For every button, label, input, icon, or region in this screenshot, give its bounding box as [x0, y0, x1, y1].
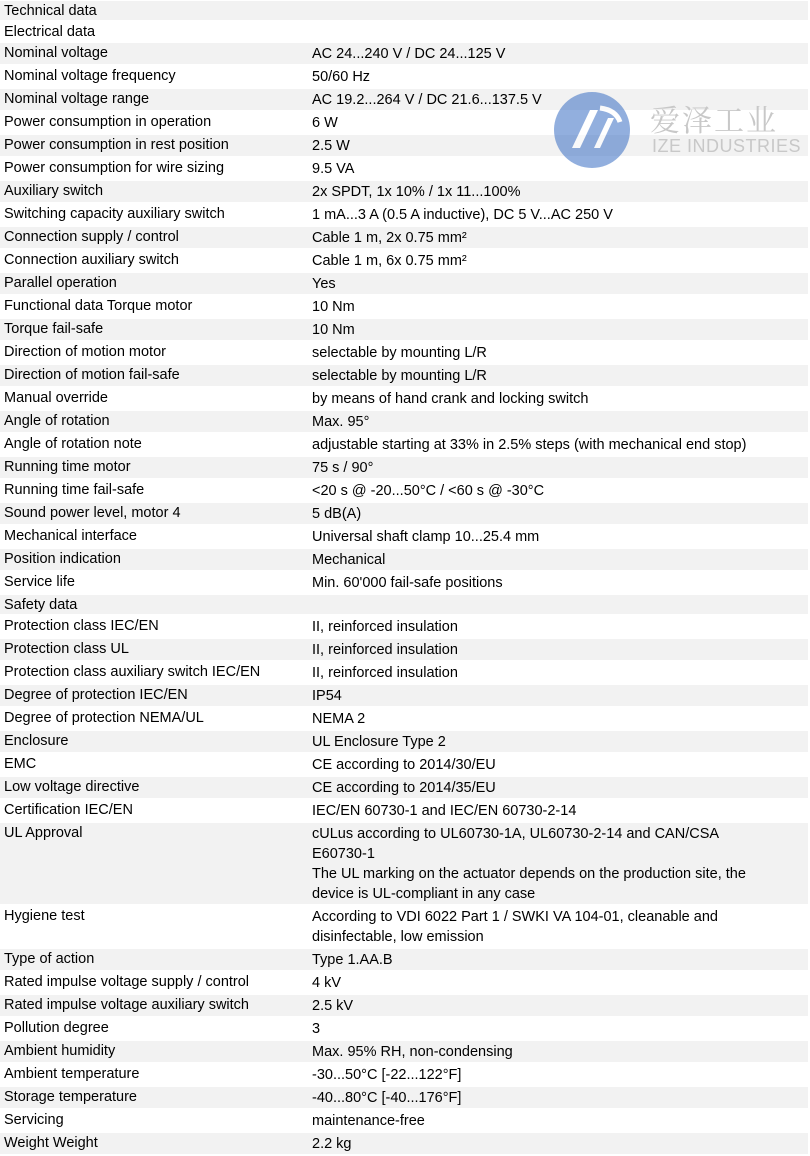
table-row: [0, 595, 808, 616]
row-value: [306, 135, 808, 156]
table-row: [0, 434, 808, 457]
row-value-line: 2x SPDT, 1x 10% / 1x 11...100%: [312, 184, 521, 200]
row-value: [306, 731, 808, 752]
row-value-line: 10 Nm: [312, 322, 355, 338]
row-value: [306, 572, 808, 593]
row-value: [306, 526, 808, 547]
table-row: [0, 296, 808, 319]
row-label: Safety data: [4, 597, 78, 613]
row-value-line: 3: [312, 1021, 321, 1037]
row-value: [306, 158, 808, 179]
row-label: Rated impulse voltage supply / control: [4, 974, 250, 990]
row-label: Direction of motion fail-safe: [4, 367, 180, 383]
row-value: [306, 972, 808, 993]
table-row: [0, 639, 808, 662]
row-value: [306, 273, 808, 294]
row-value-line: AC 19.2...264 V / DC 21.6...137.5 V: [312, 92, 542, 108]
table-row: [0, 342, 808, 365]
row-value: [306, 296, 808, 317]
table-row: [0, 66, 808, 89]
row-value-line: 6 W: [312, 115, 338, 131]
row-label: Direction of motion motor: [4, 344, 166, 360]
table-row: [0, 1, 808, 22]
row-label: Running time fail-safe: [4, 482, 145, 498]
row-label: Pollution degree: [4, 1020, 109, 1036]
row-label: Power consumption in rest position: [4, 137, 229, 153]
row-value-line: Yes: [312, 276, 336, 292]
row-value-line: Type 1.AA.B: [312, 952, 393, 968]
row-value: [306, 89, 808, 110]
row-label: Auxiliary switch: [4, 183, 104, 199]
row-value-line: <20 s @ -20...50°C / <60 s @ -30°C: [312, 483, 545, 499]
table-row: [0, 1041, 808, 1064]
row-label: Enclosure: [4, 733, 69, 749]
row-label: Nominal voltage range: [4, 91, 150, 107]
row-label: Ambient humidity: [4, 1043, 116, 1059]
row-value-line: II, reinforced insulation: [312, 642, 458, 658]
row-label: Service life: [4, 574, 75, 590]
row-label: Switching capacity auxiliary switch: [4, 206, 225, 222]
row-label: Connection supply / control: [4, 229, 179, 245]
row-value: [306, 949, 808, 970]
table-row: [0, 480, 808, 503]
row-value-line: Max. 95°: [312, 414, 370, 430]
row-value-line: AC 24...240 V / DC 24...125 V: [312, 46, 506, 62]
table-row: [0, 181, 808, 204]
row-label: Ambient temperature: [4, 1066, 140, 1082]
row-value-line: CE according to 2014/30/EU: [312, 757, 496, 773]
row-value-line: Mechanical: [312, 552, 386, 568]
row-value: [306, 22, 808, 41]
row-value: [306, 777, 808, 798]
row-value-line: 2.2 kg: [312, 1136, 352, 1152]
table-row: [0, 503, 808, 526]
row-value-line: device is UL-compliant in any case: [312, 886, 536, 902]
row-value: [306, 800, 808, 821]
row-label: Certification IEC/EN: [4, 802, 133, 818]
table-row: [0, 135, 808, 158]
row-value: [306, 1064, 808, 1085]
row-value-line: IP54: [312, 688, 342, 704]
row-label: Sound power level, motor 4: [4, 505, 181, 521]
table-row: [0, 112, 808, 135]
table-row: [0, 411, 808, 434]
table-row: [0, 1133, 808, 1156]
table-row: [0, 1018, 808, 1041]
row-label: Nominal voltage: [4, 45, 108, 61]
watermark-en-text: IZE INDUSTRIES: [652, 136, 802, 156]
row-value: [306, 411, 808, 432]
row-value: [306, 1110, 808, 1131]
row-value-line: 10 Nm: [312, 299, 355, 315]
table-row: [0, 995, 808, 1018]
row-value: [306, 639, 808, 660]
row-label: Protection class UL: [4, 641, 129, 657]
row-value: [306, 204, 808, 225]
table-row: [0, 662, 808, 685]
row-value-line: 5 dB(A): [312, 506, 362, 522]
row-value-line: CE according to 2014/35/EU: [312, 780, 496, 796]
row-value: [306, 112, 808, 133]
row-value: [306, 342, 808, 363]
row-value-line: Cable 1 m, 6x 0.75 mm²: [312, 253, 467, 269]
table-row: [0, 158, 808, 181]
row-label: Power consumption in operation: [4, 114, 212, 130]
row-value: [306, 227, 808, 248]
table-row: [0, 89, 808, 112]
row-label: Running time motor: [4, 459, 131, 475]
row-value: [306, 365, 808, 386]
row-value-line: 75 s / 90°: [312, 460, 374, 476]
row-label: Power consumption for wire sizing: [4, 160, 225, 176]
row-value-line: NEMA 2: [312, 711, 366, 727]
row-value-line: II, reinforced insulation: [312, 619, 458, 635]
row-value: [306, 457, 808, 478]
row-value: [306, 1, 808, 20]
table-row: [0, 572, 808, 595]
row-label: Degree of protection IEC/EN: [4, 687, 188, 703]
row-value-line: cULus according to UL60730-1A, UL60730-2-14 and CAN/CSA: [312, 826, 720, 842]
row-label: UL Approval: [4, 825, 83, 841]
table-row: [0, 777, 808, 800]
row-label: Degree of protection NEMA/UL: [4, 710, 204, 726]
table-row: [0, 319, 808, 342]
row-label: Electrical data: [4, 24, 96, 40]
row-value: [306, 685, 808, 706]
row-label: Angle of rotation: [4, 413, 110, 429]
row-value: [306, 823, 808, 904]
table-row: [0, 273, 808, 296]
row-value: [306, 250, 808, 271]
row-value: [306, 319, 808, 340]
table-row: [0, 972, 808, 995]
row-value-line: Universal shaft clamp 10...25.4 mm: [312, 529, 540, 545]
row-value-line: UL Enclosure Type 2: [312, 734, 446, 750]
row-value-line: adjustable starting at 33% in 2.5% steps (with mechanical end stop): [312, 437, 747, 453]
row-value-line: maintenance-free: [312, 1113, 425, 1129]
table-row: [0, 731, 808, 754]
row-label: Technical data: [4, 3, 97, 19]
row-value-line: II, reinforced insulation: [312, 665, 458, 681]
row-value: [306, 1041, 808, 1062]
row-label: Torque fail-safe: [4, 321, 104, 337]
row-value: [306, 754, 808, 775]
table-row: [0, 754, 808, 777]
row-value-line: Cable 1 m, 2x 0.75 mm²: [312, 230, 467, 246]
row-label: Functional data Torque motor: [4, 298, 193, 314]
row-value-line: disinfectable, low emission: [312, 929, 484, 945]
row-label: Position indication: [4, 551, 121, 567]
table-row: [0, 250, 808, 273]
row-value-line: -30...50°C [-22...122°F]: [312, 1067, 462, 1083]
table-row: [0, 227, 808, 250]
row-value-line: 9.5 VA: [312, 161, 355, 177]
row-label: Protection class auxiliary switch IEC/EN: [4, 664, 261, 680]
row-label: Storage temperature: [4, 1089, 137, 1105]
row-value: [306, 549, 808, 570]
table-row: [0, 549, 808, 572]
row-value: [306, 66, 808, 87]
row-value-line: Max. 95% RH, non-condensing: [312, 1044, 513, 1060]
table-row: [0, 616, 808, 639]
table-row: [0, 800, 808, 823]
table-row: [0, 22, 808, 43]
table-row: [0, 1087, 808, 1110]
row-value: [306, 708, 808, 729]
row-value: [306, 1018, 808, 1039]
row-label: Hygiene test: [4, 908, 85, 924]
row-value: [306, 388, 808, 409]
row-value: [306, 616, 808, 637]
row-value: [306, 181, 808, 202]
row-label: Protection class IEC/EN: [4, 618, 159, 634]
row-label: Angle of rotation note: [4, 436, 142, 452]
technical-data-table: [0, 1, 808, 1156]
row-label: Mechanical interface: [4, 528, 137, 544]
row-value-line: 2.5 W: [312, 138, 350, 154]
row-value: [306, 906, 808, 947]
row-value-line: by means of hand crank and locking switch: [312, 391, 589, 407]
row-value: [306, 1087, 808, 1108]
row-value-line: 50/60 Hz: [312, 69, 371, 85]
row-value: [306, 43, 808, 64]
table-row: [0, 823, 808, 906]
row-label: Weight Weight: [4, 1135, 98, 1151]
row-value-line: 4 kV: [312, 975, 342, 991]
row-value-line: 1 mA...3 A (0.5 A inductive), DC 5 V...AC 250 V: [312, 207, 613, 223]
table-row: [0, 708, 808, 731]
row-value-line: IEC/EN 60730-1 and IEC/EN 60730-2-14: [312, 803, 577, 819]
row-value: [306, 662, 808, 683]
row-label: Connection auxiliary switch: [4, 252, 179, 268]
row-value-line: 2.5 kV: [312, 998, 354, 1014]
row-value-line: selectable by mounting L/R: [312, 368, 487, 384]
row-value: [306, 434, 808, 455]
table-row: [0, 1110, 808, 1133]
table-row: [0, 457, 808, 480]
watermark-cn-text: 爱泽工业: [650, 104, 778, 139]
row-label: Parallel operation: [4, 275, 117, 291]
row-value-line: According to VDI 6022 Part 1 / SWKI VA 104-01, cleanable and: [312, 909, 718, 925]
table-row: [0, 685, 808, 708]
row-label: Manual override: [4, 390, 108, 406]
row-value: [306, 995, 808, 1016]
table-row: [0, 43, 808, 66]
row-value: [306, 595, 808, 614]
table-row: [0, 1064, 808, 1087]
table-row: [0, 204, 808, 227]
table-row: [0, 365, 808, 388]
row-value-line: selectable by mounting L/R: [312, 345, 487, 361]
table-row: [0, 949, 808, 972]
row-label: Low voltage directive: [4, 779, 140, 795]
row-label: Nominal voltage frequency: [4, 68, 176, 84]
row-value-line: The UL marking on the actuator depends on the production site, the: [312, 866, 746, 882]
row-label: Servicing: [4, 1112, 64, 1128]
table-row: [0, 906, 808, 949]
row-value: [306, 503, 808, 524]
row-label: EMC: [4, 756, 37, 772]
row-label: Type of action: [4, 951, 95, 967]
row-value-line: E60730-1: [312, 846, 375, 862]
table-row: [0, 388, 808, 411]
table-row: [0, 526, 808, 549]
row-value: [306, 480, 808, 501]
row-value-line: -40...80°C [-40...176°F]: [312, 1090, 462, 1106]
row-value-line: Min. 60'000 fail-safe positions: [312, 575, 503, 591]
row-label: Rated impulse voltage auxiliary switch: [4, 997, 249, 1013]
row-value: [306, 1133, 808, 1154]
